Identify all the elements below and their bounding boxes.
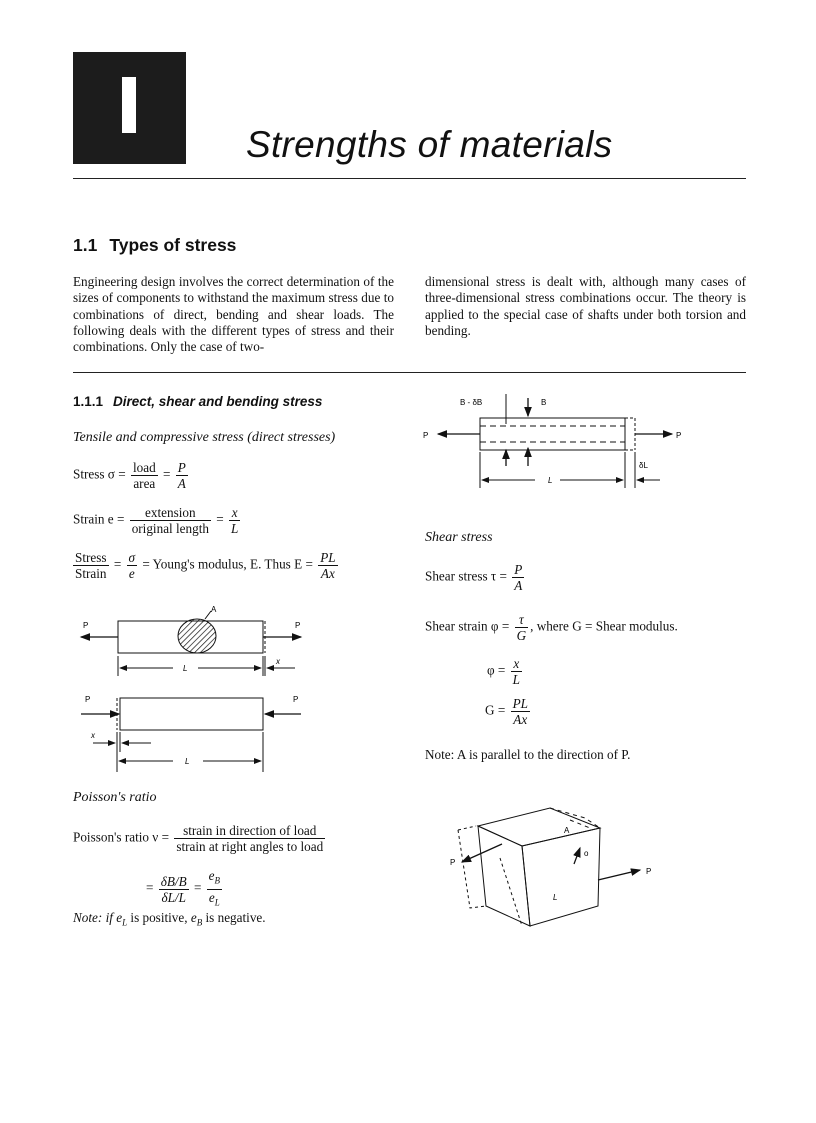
poisson-equation xyxy=(73,823,327,854)
fig3-B-minus-dB: B - δB xyxy=(460,398,483,407)
subsection-number: 1.1.1 xyxy=(73,394,104,409)
intro-col-1: Engineering design involves the correct determination of the sizes of components to withstand the maximum stress due to combinations of direct, bending and shear loads. The following deals with the different types of stress and their combinations. Only the case of two- xyxy=(73,274,394,355)
fig4-o: o xyxy=(584,849,589,858)
extension-text: extension xyxy=(130,505,211,521)
stress-word: Stress xyxy=(75,550,107,565)
fig3-B: B xyxy=(541,398,547,407)
subsection-title: Direct, shear and bending stress xyxy=(113,394,323,409)
direct-stress-equation xyxy=(73,460,190,491)
A-symbol: A xyxy=(177,476,186,491)
poisson-note xyxy=(73,910,266,931)
P-symbol: P xyxy=(177,460,186,475)
fig1-x: x xyxy=(276,657,280,666)
tension-bar-figure xyxy=(73,604,333,684)
poisson-equation-2 xyxy=(146,868,224,910)
fig3-P-left: P xyxy=(423,431,429,440)
subsection-heading xyxy=(73,394,322,409)
equals-sign: = xyxy=(216,511,224,527)
shear-strain-label: Shear strain φ = xyxy=(425,618,510,634)
eB-sub: B xyxy=(214,875,221,886)
L-symbol: L xyxy=(231,521,239,536)
direct-stress-heading: Tensile and compressive stress (direct stresses) xyxy=(73,430,336,445)
G-Ax: Ax xyxy=(513,712,528,727)
G-equation xyxy=(485,696,532,727)
shear-cube-figure xyxy=(440,798,680,938)
x-symbol: x xyxy=(229,505,240,521)
section-number: 1.1 xyxy=(73,235,98,255)
section-title: Types of stress xyxy=(109,235,237,255)
fig2-L: L xyxy=(185,757,190,766)
fig3-L: L xyxy=(548,476,553,485)
shear-note: Note: A is parallel to the direction of P. xyxy=(425,747,631,762)
section-rule xyxy=(73,372,746,373)
poisson-heading: Poisson's ratio xyxy=(73,790,157,805)
G-PL: PL xyxy=(512,696,528,711)
fig4-A: A xyxy=(564,826,570,835)
chapter-number-block xyxy=(73,52,186,164)
note-if: if xyxy=(105,910,113,925)
shear-stress-label: Shear stress τ = xyxy=(425,568,507,584)
poisson-denominator: strain at right angles to load xyxy=(176,839,324,854)
fig2-P-left: P xyxy=(85,695,91,704)
youngs-modulus-equation xyxy=(73,550,340,581)
fig4-P-right: P xyxy=(646,867,652,876)
poisson-label: Poisson's ratio ν = xyxy=(73,829,170,845)
shear-heading: Shear stress xyxy=(425,530,493,545)
direct-stress-label: Stress σ = xyxy=(73,466,126,482)
poisson-numerator: strain in direction of load xyxy=(174,823,325,839)
strain-equation xyxy=(73,505,242,536)
phi-x: x xyxy=(511,656,522,672)
original-length-text: original length xyxy=(131,521,209,536)
note-mid-text: is positive, xyxy=(130,910,188,925)
fig3-P-right: P xyxy=(676,431,682,440)
equals-sign: = xyxy=(113,556,122,572)
area-text: area xyxy=(133,476,156,491)
section-heading xyxy=(73,235,236,256)
chapter-rule xyxy=(73,178,746,179)
note-eB-e: e xyxy=(190,910,197,925)
fig4-P-left: P xyxy=(450,858,456,867)
e-symbol: e xyxy=(128,566,135,581)
shear-strain-equation xyxy=(425,612,678,643)
eL-sub: L xyxy=(214,897,220,908)
strain-word: Strain xyxy=(75,566,107,581)
fig3-dL: δL xyxy=(639,461,648,470)
shear-P: P xyxy=(514,562,523,577)
equals-sign: = xyxy=(162,466,171,482)
fig2-P-right: P xyxy=(293,695,299,704)
fig1-P-left: P xyxy=(83,621,89,630)
PL-symbol: PL xyxy=(320,550,336,565)
chapter-number-1-icon xyxy=(122,77,136,133)
phi-label: φ = xyxy=(487,662,506,678)
eL-e: e xyxy=(208,889,215,905)
fig1-P-right: P xyxy=(295,621,301,630)
note-eL-sub: L xyxy=(122,917,128,928)
fig1-A: A xyxy=(211,605,217,614)
chapter-title: Strengths of materials xyxy=(246,124,613,165)
shear-stress-equation xyxy=(425,562,526,593)
fig2-x: x xyxy=(91,731,95,740)
phi-equation xyxy=(487,656,524,687)
strain-label: Strain e = xyxy=(73,511,125,527)
dB-over-B: δB/B xyxy=(160,873,187,889)
shear-tau: τ xyxy=(515,612,529,628)
shear-G: G xyxy=(516,628,527,643)
equals-sign: = xyxy=(146,880,154,896)
Ax-symbol: Ax xyxy=(320,566,335,581)
eB-e: e xyxy=(208,868,215,883)
G-label: G = xyxy=(485,702,506,718)
dL-over-L: δL/L xyxy=(161,889,186,905)
equals-sign: = xyxy=(193,880,202,896)
sigma-symbol: σ xyxy=(128,550,136,565)
compression-bar-figure xyxy=(73,686,333,776)
note-eL-e: e xyxy=(116,910,123,925)
shear-modulus-text: , where G = Shear modulus. xyxy=(530,618,678,634)
note-label: Note: xyxy=(73,910,103,925)
load-text: load xyxy=(132,460,156,475)
note-eB-sub: B xyxy=(196,917,203,928)
youngs-modulus-text: = Young's modulus, E. Thus E = xyxy=(142,556,313,572)
phi-L: L xyxy=(512,672,520,687)
fig1-L: L xyxy=(183,664,188,673)
note-end-text: is negative. xyxy=(205,910,266,925)
intro-col-2: dimensional stress is dealt with, although many cases of three-dimensional stress combinations occur. The theory is applied to the special case of shafts under both torsion and bending. xyxy=(425,274,746,338)
poisson-bar-figure xyxy=(420,388,700,498)
fig4-L: L xyxy=(553,893,558,902)
shear-A: A xyxy=(514,578,523,593)
